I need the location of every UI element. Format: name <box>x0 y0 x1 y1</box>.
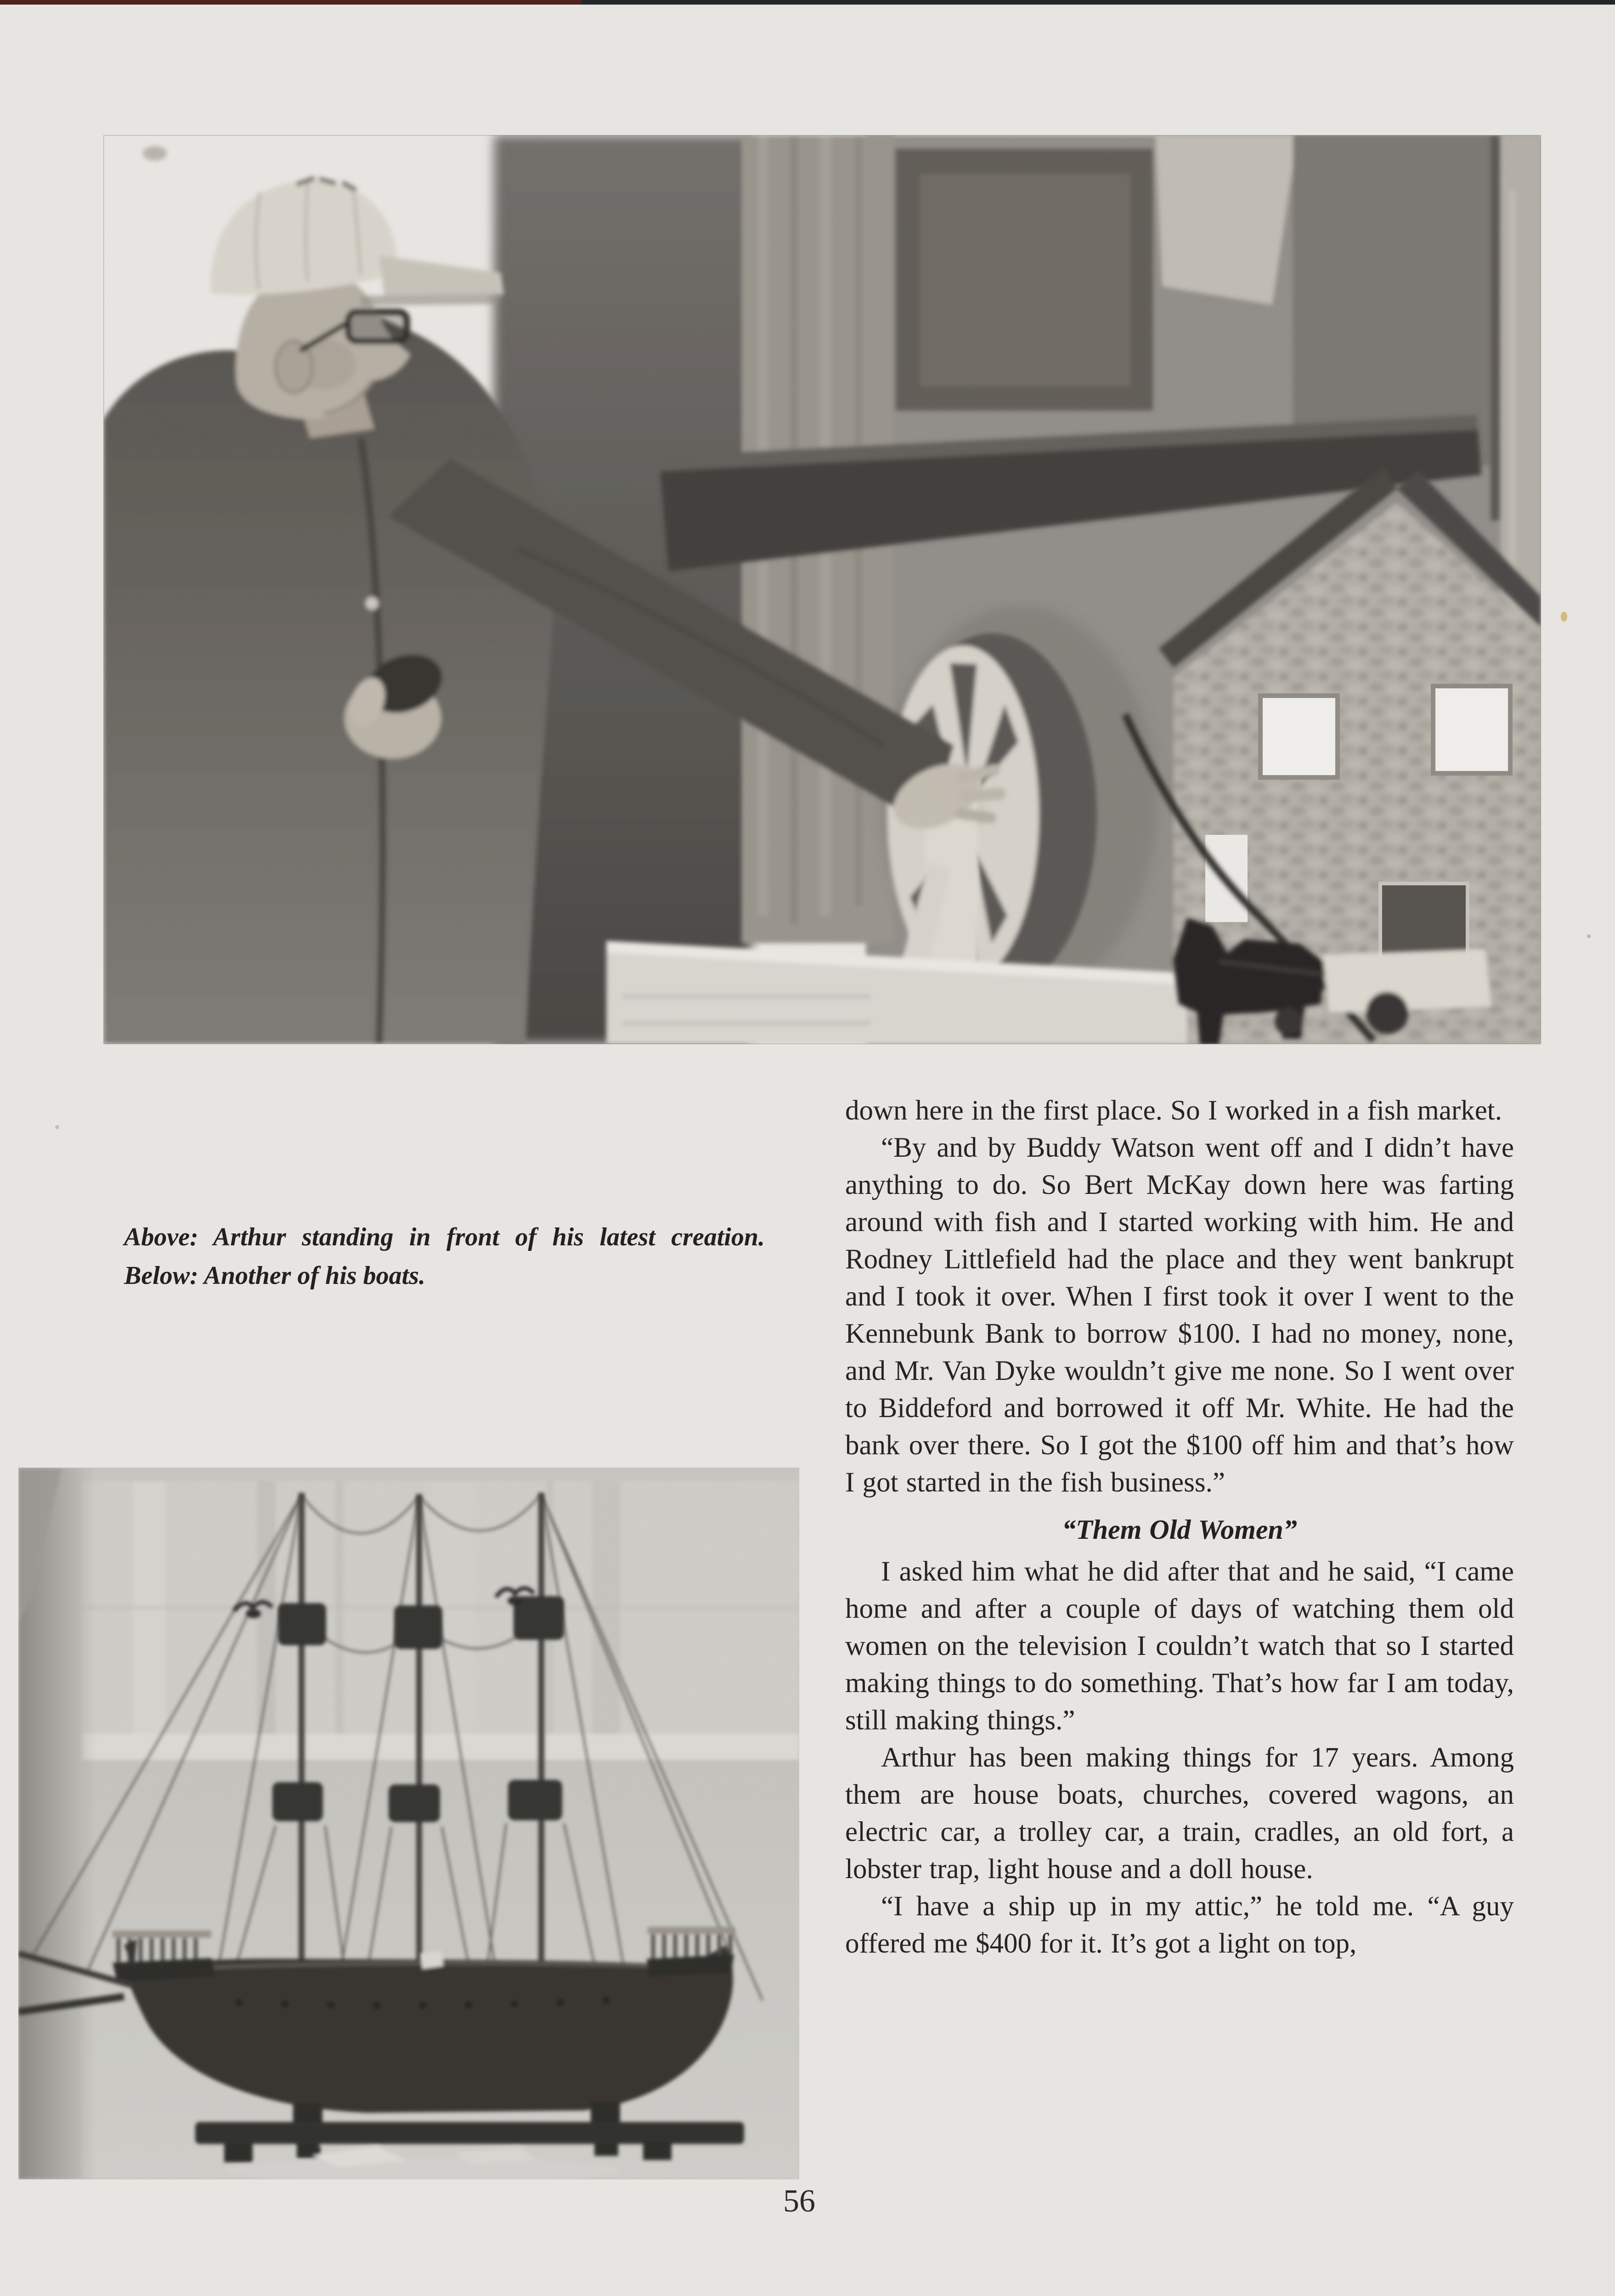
section-heading: “Them Old Women” <box>1062 1514 1297 1545</box>
paragraph: I asked him what he did after that and he said, “I came home and after a couple of days of watching them old women on the television I couldn’t watch that so I started making things to do something. That’s how far I am today, still making things.” <box>845 1556 1514 1736</box>
photo-caption: Above: Arthur standing in front of his latest creation. Below: Another of his boats. <box>124 1223 765 1290</box>
scan-top-edge-left-tint <box>0 0 582 5</box>
dust-speck <box>1587 934 1591 938</box>
article-column <box>845 1092 1514 1962</box>
ship-photo-illustration <box>18 1468 799 2179</box>
paragraph: “I have a ship up in my attic,” he told me. “A guy offered me $400 for it. It’s got a light on top, <box>845 1891 1514 1959</box>
top-photo-arthur-and-model-house <box>103 135 1541 1044</box>
dust-speck <box>1561 612 1567 622</box>
ship-model-photo <box>18 1468 799 2179</box>
top-photo-illustration <box>103 135 1541 1044</box>
paragraph: “By and by Buddy Watson went off and I didn’t have anything to do. So Bert McKay down here was farting around with fish and I started working with him. He and Rodney Littlefield had the place and they went bankrupt and I took it over. When I first took it over I went to the Kennebunk Bank to borrow $100. I had no money, none, and Mr. Van Dyke wouldn’t give me none. So I went over to Biddeford and borrowed it off Mr. White. He had the bank over there. So I got the $100 off him and that’s how I got started in the fish business.” <box>845 1132 1514 1498</box>
paragraph: Arthur has been making things for 17 years. Among them are house boats, churches, covered wagons, an electric car, a trolley car, a train, cradles, an old fort, a lobster trap, light house and a doll house. <box>845 1742 1514 1885</box>
page-number: 56 <box>783 2183 815 2219</box>
dust-speck <box>55 1125 59 1129</box>
paragraph: down here in the first place. So I worked in a fish market. <box>845 1095 1502 1126</box>
